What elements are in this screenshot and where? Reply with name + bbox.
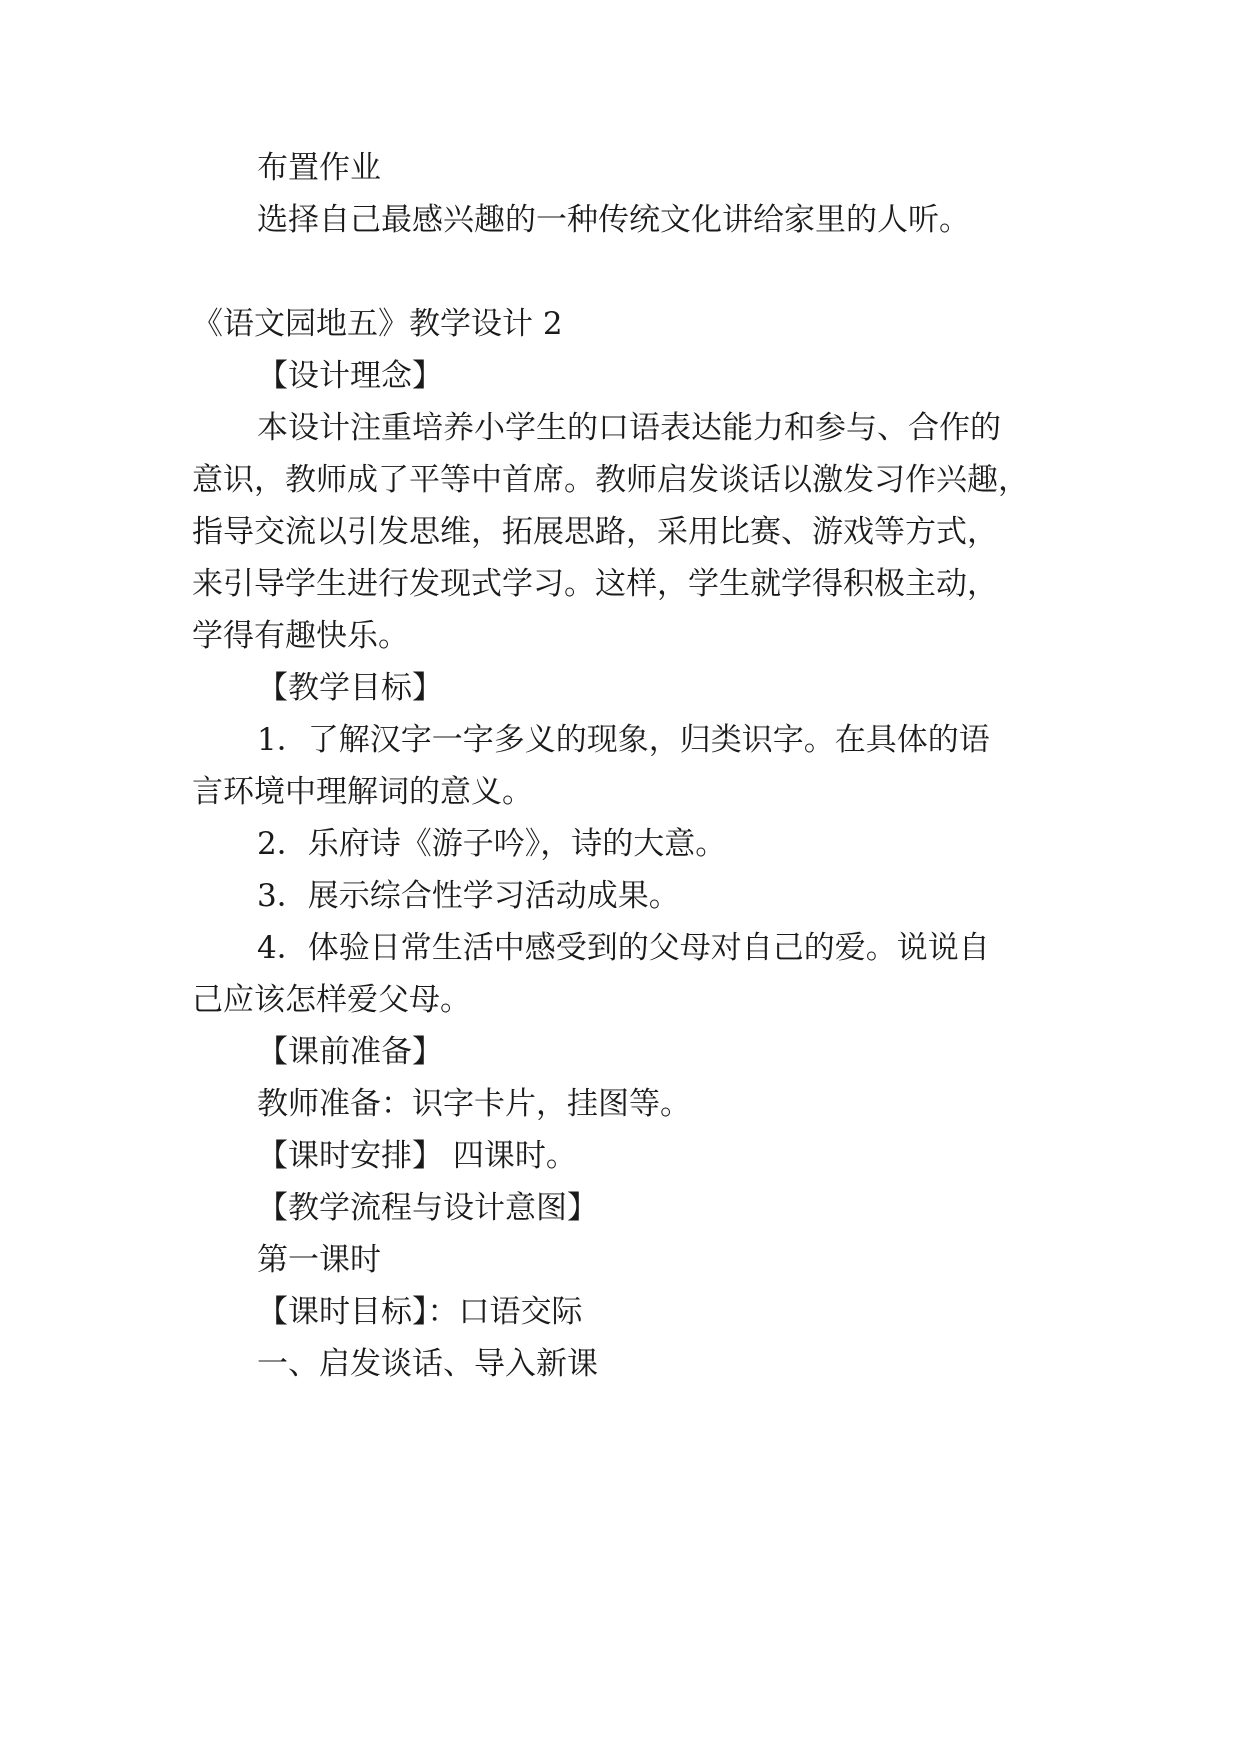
- document-title: 《语文园地五》教学设计 2: [192, 306, 563, 342]
- prep-text: 教师准备：识字卡片，挂图等。: [257, 1086, 691, 1122]
- goal-item-2: 2．乐府诗《游子吟》，诗的大意。: [257, 826, 727, 862]
- goal-item-1-continued: 言环境中理解词的意义。: [192, 774, 533, 810]
- lesson-goal: 【课时目标】：口语交际: [257, 1294, 583, 1330]
- goal-item-1: 1．了解汉字一字多义的现象，归类识字。在具体的语: [257, 722, 990, 758]
- section-heading-goals: 【教学目标】: [257, 670, 443, 706]
- step-heading: 一、启发谈话、导入新课: [257, 1346, 598, 1382]
- goal-item-4-continued: 己应该怎样爱父母。: [192, 982, 471, 1018]
- section-heading-prep: 【课前准备】: [257, 1034, 443, 1070]
- concept-paragraph-line: 来引导学生进行发现式学习。这样，学生就学得积极主动，: [192, 566, 998, 602]
- concept-paragraph-line: 学得有趣快乐。: [192, 618, 409, 654]
- section-heading-homework: 布置作业: [257, 150, 381, 186]
- goal-item-4: 4．体验日常生活中感受到的父母对自己的爱。说说自: [257, 930, 990, 966]
- homework-text: 选择自己最感兴趣的一种传统文化讲给家里的人听。: [257, 202, 970, 238]
- goal-item-3: 3．展示综合性学习活动成果。: [257, 878, 680, 914]
- section-heading-concept: 【设计理念】: [257, 358, 443, 394]
- concept-paragraph-line: 指导交流以引发思维，拓展思路，采用比赛、游戏等方式，: [192, 514, 998, 550]
- concept-paragraph-line: 本设计注重培养小学生的口语表达能力和参与、合作的: [257, 410, 1001, 446]
- section-heading-schedule: 【课时安排】 四课时。: [257, 1138, 577, 1174]
- section-heading-flow: 【教学流程与设计意图】: [257, 1190, 598, 1226]
- lesson-heading: 第一课时: [257, 1242, 381, 1278]
- concept-paragraph-line: 意识，教师成了平等中首席。教师启发谈话以激发习作兴趣，: [192, 462, 1029, 498]
